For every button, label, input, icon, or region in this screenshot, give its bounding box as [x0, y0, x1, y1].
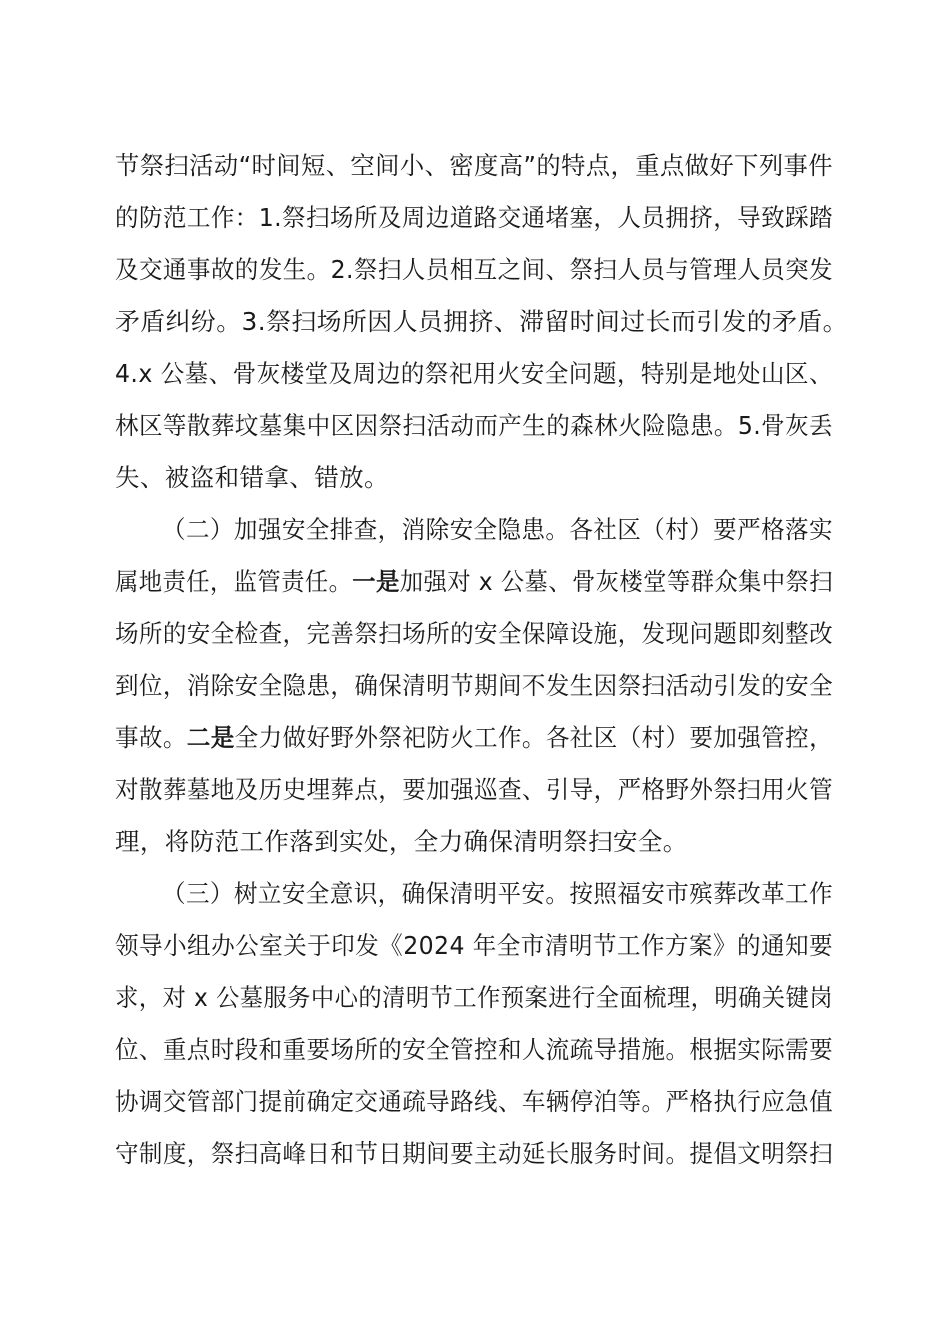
text-line	[115, 356, 950, 392]
bold-lead-phrase: 二是	[186, 723, 235, 752]
line-segment: （三）树立安全意识，确保清明平安。按照福安市殡葬改革工作	[162, 879, 833, 908]
line-segment: 节祭扫活动“时间短、空间小、密度高”的特点，重点做好下列事件	[115, 151, 833, 180]
line-segment: 对散葬墓地及历史埋葬点，要加强巡查、引导，严格野外祭扫用火管	[115, 775, 834, 804]
text-line	[115, 564, 950, 600]
line-segment: 守制度，祭扫高峰日和节日期间要主动延长服务时间。提倡文明祭扫	[115, 1139, 834, 1168]
text-line	[115, 252, 950, 288]
line-content	[115, 824, 688, 860]
line-content	[115, 928, 833, 964]
line-content	[115, 1136, 833, 1172]
text-line	[115, 148, 950, 184]
line-segment: 协调交管部门提前确定交通疏导路线、车辆停泊等。严格执行应急值	[115, 1087, 834, 1116]
line-content	[115, 408, 833, 444]
line-content	[115, 564, 833, 600]
line-content	[115, 1032, 833, 1068]
line-segment: 领导小组办公室关于印发《2024 年全市清明节工作方案》的通知要	[115, 931, 834, 960]
line-content	[115, 668, 833, 704]
text-line	[115, 668, 950, 704]
text-line	[115, 772, 950, 808]
text-line	[115, 1032, 950, 1068]
line-content	[115, 356, 833, 392]
line-content	[115, 980, 833, 1016]
line-segment: 林区等散葬坟墓集中区因祭扫活动而产生的森林火险隐患。5.骨灰丢	[115, 411, 833, 440]
line-segment: 求，对 x 公墓服务中心的清明节工作预案进行全面梳理，明确关键岗	[115, 983, 833, 1012]
line-content	[115, 148, 833, 184]
line-segment: 矛盾纠纷。3.祭扫场所因人员拥挤、滞留时间过长而引发的矛盾。	[115, 307, 848, 336]
line-content	[115, 720, 833, 756]
text-line	[115, 928, 950, 964]
text-line	[115, 1084, 950, 1120]
paragraph-first-line	[162, 876, 950, 912]
bold-lead-phrase: 一是	[352, 567, 400, 596]
text-line	[115, 304, 950, 340]
line-content	[162, 876, 833, 912]
paragraph-first-line	[162, 512, 950, 548]
text-line	[115, 200, 950, 236]
text-line	[115, 824, 950, 860]
text-line	[115, 616, 950, 652]
line-segment: 场所的安全检查，完善祭扫场所的安全保障设施，发现问题即刻整改	[115, 619, 834, 648]
line-content	[162, 512, 833, 548]
line-segment: 加强对 x 公墓、骨灰楼堂等群众集中祭扫	[399, 567, 833, 596]
line-segment: 全力做好野外祭祀防火工作。各社区（村）要加强管控，	[234, 723, 834, 752]
line-segment: （二）加强安全排查，消除安全隐患。各社区（村）要严格落实	[162, 515, 833, 544]
line-content	[115, 1084, 833, 1120]
line-content	[115, 616, 833, 652]
text-line	[115, 720, 950, 756]
line-content	[115, 200, 833, 236]
line-segment: 及交通事故的发生。2.祭扫人员相互之间、祭扫人员与管理人员突发	[115, 255, 833, 284]
line-segment: 失、被盗和错拿、错放。	[115, 463, 389, 492]
line-content	[115, 460, 389, 496]
line-segment: 的防范工作：1.祭扫场所及周边道路交通堵塞，人员拥挤，导致踩踏	[115, 203, 833, 232]
line-segment: 事故。	[115, 723, 187, 752]
line-segment: 4.x 公墓、骨灰楼堂及周边的祭祀用火安全问题，特别是地处山区、	[115, 359, 833, 388]
line-content	[115, 304, 848, 340]
text-line	[115, 408, 950, 444]
text-line	[115, 460, 950, 496]
line-segment: 到位，消除安全隐患，确保清明节期间不发生因祭扫活动引发的安全	[115, 671, 834, 700]
line-content	[115, 772, 833, 808]
line-segment: 属地责任，监管责任。	[115, 567, 353, 596]
text-line	[115, 980, 950, 1016]
line-content	[115, 252, 833, 288]
line-segment: 理，将防范工作落到实处，全力确保清明祭扫安全。	[115, 827, 688, 856]
text-line	[115, 1136, 950, 1172]
line-segment: 位、重点时段和重要场所的安全管控和人流疏导措施。根据实际需要	[115, 1035, 834, 1064]
